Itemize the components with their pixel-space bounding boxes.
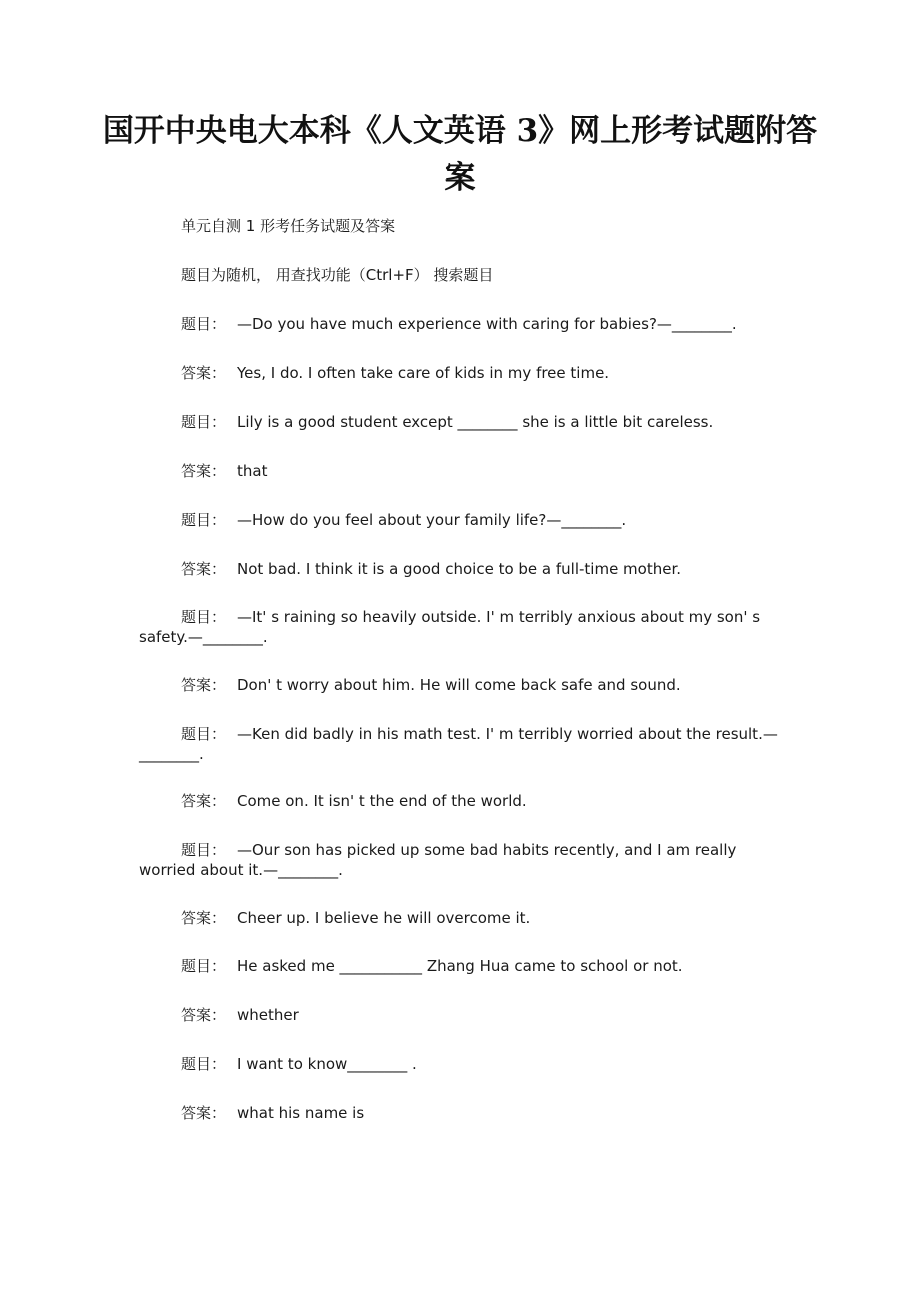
answer-item [139, 675, 789, 695]
question-label: 题目： [181, 725, 227, 743]
answer-text: Don' t worry about him. He will come back safe and sound. [237, 676, 681, 694]
answer-label: 答案： [181, 1104, 227, 1122]
question-label: 题目： [181, 511, 227, 529]
answer-label: 答案： [181, 364, 227, 382]
question-label: 题目： [181, 841, 227, 859]
answer-text: what his name is [237, 1104, 365, 1122]
question-item [139, 314, 789, 334]
answer-text: Yes, I do. I often take care of kids in my free time. [237, 364, 610, 382]
answer-text: whether [237, 1006, 299, 1024]
answer-item [139, 908, 789, 928]
question-item [139, 724, 789, 764]
question-item [139, 840, 789, 880]
question-item [139, 510, 789, 530]
search-instruction: 题目为随机， 用查找功能（Ctrl+F） 搜索题目 [181, 266, 494, 284]
answer-label: 答案： [181, 560, 227, 578]
question-text: —How do you feel about your family life?—________. [237, 511, 627, 529]
question-text: I want to know________ . [237, 1055, 417, 1073]
answer-item [139, 791, 789, 811]
answer-item [139, 1103, 789, 1123]
unit-heading: 单元自测 1 形考任务试题及答案 [181, 217, 396, 235]
question-text: He asked me ___________ Zhang Hua came to school or not. [237, 957, 683, 975]
answer-item [139, 461, 789, 481]
answer-text: Cheer up. I believe he will overcome it. [237, 909, 531, 927]
answer-label: 答案： [181, 676, 227, 694]
answer-text: Not bad. I think it is a good choice to be a full-time mother. [237, 560, 682, 578]
question-label: 题目： [181, 957, 227, 975]
question-item [139, 956, 789, 976]
document-title: 国开中央电大本科《人文英语 3》网上形考试题附答案 [102, 113, 818, 196]
question-text: —It' s raining so heavily outside. I' m terribly anxious about my son' s safety.—________. [139, 608, 761, 646]
answer-label: 答案： [181, 462, 227, 480]
question-label: 题目： [181, 413, 227, 431]
answer-item [139, 1005, 789, 1025]
answer-item [139, 559, 789, 579]
answer-text: that [237, 462, 268, 480]
question-label: 题目： [181, 608, 227, 626]
question-text: —Ken did badly in his math test. I' m terribly worried about the result.—________. [139, 725, 778, 763]
question-text: Lily is a good student except ________ she is a little bit careless. [237, 413, 714, 431]
answer-label: 答案： [181, 909, 227, 927]
question-text: —Do you have much experience with caring for babies?—________. [237, 315, 737, 333]
answer-text: Come on. It isn' t the end of the world. [237, 792, 527, 810]
answer-label: 答案： [181, 792, 227, 810]
question-item [139, 607, 789, 647]
question-label: 题目： [181, 1055, 227, 1073]
answer-label: 答案： [181, 1006, 227, 1024]
question-text: —Our son has picked up some bad habits recently, and I am really worried about it.—________. [139, 841, 737, 879]
question-item [139, 1054, 789, 1074]
question-item [139, 412, 789, 432]
answer-item [139, 363, 789, 383]
question-label: 题目： [181, 315, 227, 333]
